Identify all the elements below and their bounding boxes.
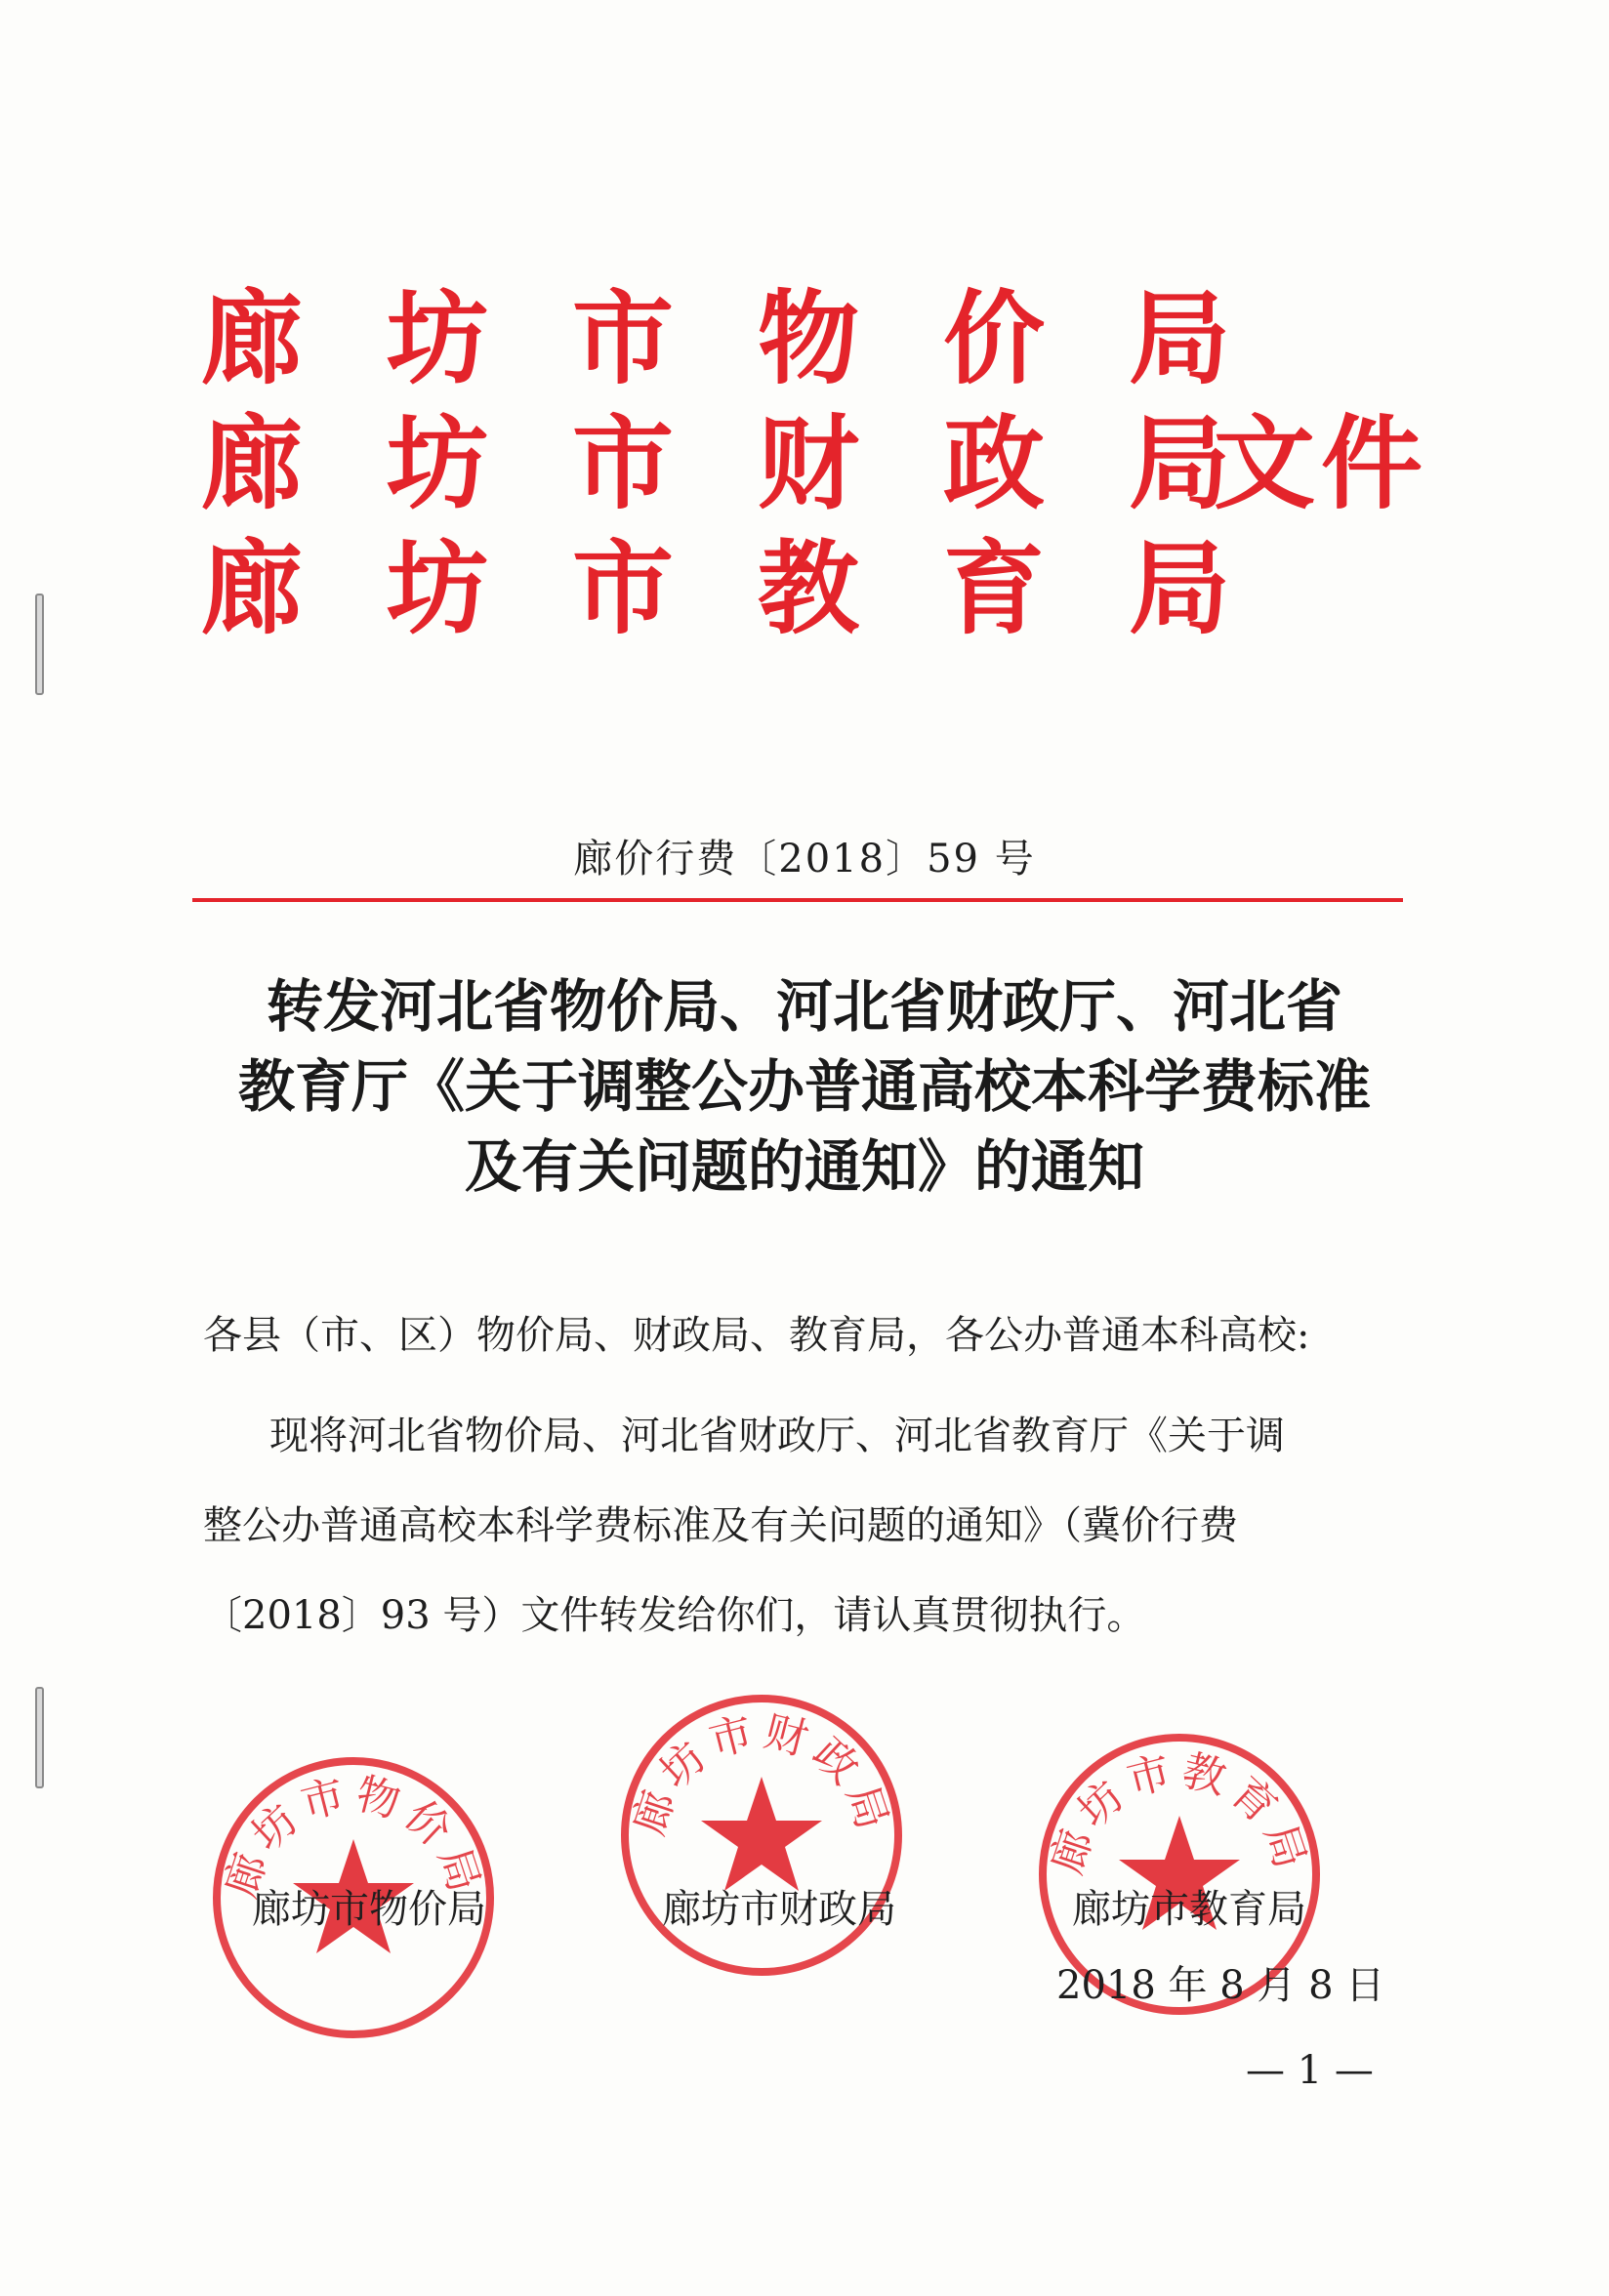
masthead-char: 坊 <box>386 528 488 648</box>
red-divider-line <box>192 898 1403 902</box>
masthead-char: 教 <box>757 528 859 648</box>
seal-text: 廊坊市物价局 <box>216 1769 491 1904</box>
masthead-char: 局 <box>1128 528 1230 648</box>
title-line: 及有关问题的通知》的通知 <box>464 1133 1144 1200</box>
body-line: 整公办普通高校本科学费标准及有关问题的通知》（冀价行费 <box>203 1503 1238 1548</box>
document-title <box>156 966 1453 1207</box>
salutation: 各县（市、区）物价局、财政局、教育局，各公办普通本科高校: <box>203 1313 1310 1358</box>
title-line: 教育厅《关于调整公办普通高校本科学费标准 <box>237 1053 1371 1120</box>
body-paragraph <box>203 1391 1414 1660</box>
masthead-char: 育 <box>942 528 1045 648</box>
body-line: 〔2018〕93 号）文件转发给你们，请认真贯彻执行。 <box>203 1593 1146 1638</box>
masthead-char: 市 <box>571 528 674 648</box>
masthead-suffix: 文件 <box>1214 403 1429 523</box>
body-line: 现将河北省物价局、河北省财政厅、河北省教育厅《关于调 <box>269 1414 1285 1458</box>
issue-date: 2018 年 8 月 8 日 <box>1056 1963 1385 2008</box>
page-number: — 1 — <box>1246 2048 1374 2093</box>
masthead-char: 廊 <box>200 403 303 523</box>
masthead-char: 廊 <box>200 528 303 648</box>
seal-text: 廊坊市财政局 <box>624 1706 899 1841</box>
signer-price-bureau: 廊坊市物价局 <box>252 1887 486 1932</box>
masthead-char: 坊 <box>386 278 488 398</box>
signer-education-bureau: 廊坊市教育局 <box>1072 1887 1306 1932</box>
document-number: 廊价行费〔2018〕59 号 <box>573 837 1036 882</box>
staple-mark <box>35 594 44 695</box>
masthead-char: 坊 <box>386 403 488 523</box>
masthead-char: 市 <box>571 278 674 398</box>
seal-text: 廊坊市教育局 <box>1042 1745 1317 1880</box>
masthead-char: 政 <box>942 403 1045 523</box>
masthead-char: 廊 <box>200 278 303 398</box>
official-seal-finance-bureau <box>615 1689 908 1982</box>
title-line: 转发河北省物价局、河北省财政厅、河北省 <box>266 973 1342 1040</box>
masthead-char: 财 <box>757 403 859 523</box>
signer-finance-bureau: 廊坊市财政局 <box>662 1887 896 1932</box>
masthead-char: 价 <box>942 278 1045 398</box>
staple-mark <box>35 1687 44 1788</box>
masthead-char: 物 <box>757 278 859 398</box>
masthead-char: 局 <box>1128 278 1230 398</box>
masthead-char: 局 <box>1128 403 1230 523</box>
masthead-char: 市 <box>571 403 674 523</box>
